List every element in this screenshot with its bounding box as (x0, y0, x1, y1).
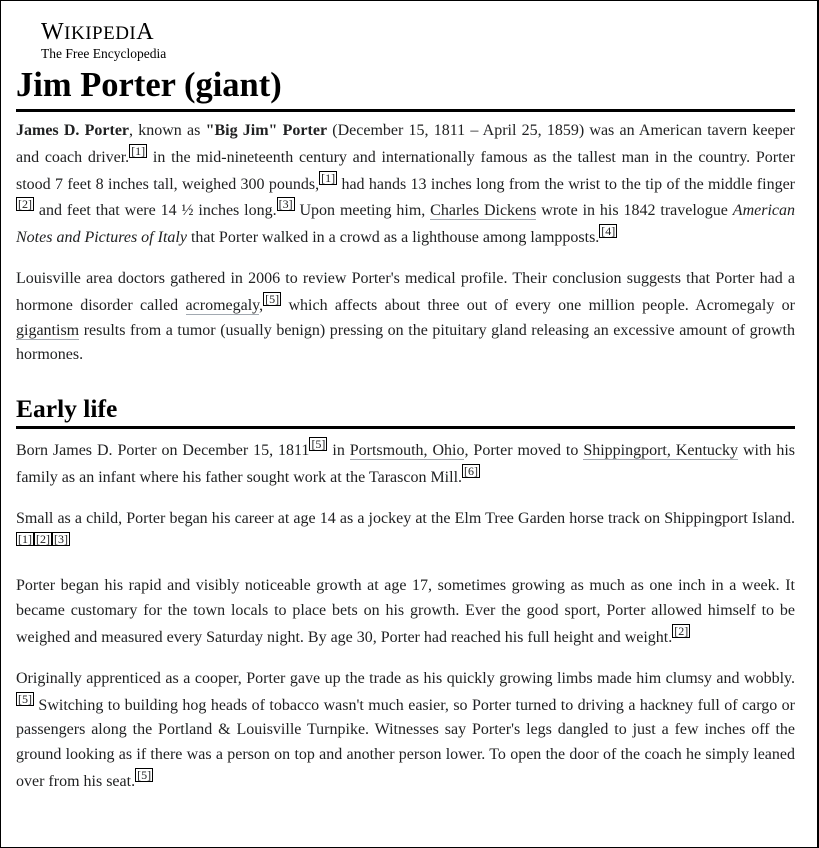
bold-nickname: "Big Jim" Porter (205, 122, 328, 139)
book-title: American Notes and Pictures of Italy (16, 202, 795, 247)
page-title: Jim Porter (giant) (16, 64, 795, 112)
citation-link[interactable]: [1] (131, 143, 146, 158)
citation-link[interactable]: [5] (265, 291, 280, 306)
early-life-paragraph-2: Small as a child, Porter began his career at age 14 as a jockey at the Elm Tree Garden horse track on Shippingport Island.[1] [2] [3] (16, 509, 795, 546)
link-acromegaly[interactable]: acromegaly (185, 296, 260, 314)
wikipedia-logo[interactable] (41, 20, 166, 61)
intro-paragraph-2: Louisville area doctors gathered in 2006 to review Porter's medical profile. Their conclusion suggests that Porter had a hormone disorder called acromegaly, [5] which affects about three out of every one million people. Acromegaly or gigantism results from a tumor (usually benign) pressing on the pituitary gland releasing an excessive amount of growth hormones. (16, 269, 795, 364)
citation-link[interactable]: [6] (464, 463, 479, 478)
logo-wordmark: WIKIPEDIA (41, 19, 155, 45)
logo-tagline: The Free Encyclopedia (41, 46, 167, 61)
citation-link[interactable]: [5] (137, 767, 152, 782)
citation-link[interactable]: [4] (601, 224, 616, 239)
citation-link[interactable]: [2] (36, 531, 50, 546)
citation-link[interactable]: [2] (674, 623, 689, 638)
citation-link[interactable]: [1] (321, 170, 336, 185)
citation-link[interactable]: [3] (54, 531, 68, 546)
article-body (16, 119, 795, 811)
bold-name: James D. Porter (16, 122, 130, 139)
citation-link[interactable]: [5] (311, 437, 326, 452)
link-shippingport-kentucky[interactable]: Shippingport, Kentucky (583, 442, 739, 460)
early-life-paragraph-1: Born James D. Porter on December 15, 1811 [5] in Portsmouth, Ohio, Porter moved to Shippingport, Kentucky with his family as an infant where his father sought work at the Tarascon Mill. [6] (16, 437, 795, 486)
citation-link[interactable]: [1] (18, 531, 32, 546)
link-gigantism[interactable]: gigantism (16, 321, 80, 339)
early-life-paragraph-4: Originally apprenticed as a cooper, Porter gave up the trade as his quickly growing limbs made him clumsy and wobbly.[5] Switching to building hog heads of tobacco wasn't much easier, so Porter turned to driving a hackney full of cargo or passengers along the Portland & Louisville Turnpike. Witnesses say Porter's legs dangled to just a few inches off the ground looking as if there was a person on top and another person lower. To open the door of the coach he simply leaned over from his seat. [5] (16, 669, 795, 790)
link-portsmouth-ohio[interactable]: Portsmouth, Ohio (349, 442, 465, 460)
citation-link[interactable]: [3] (278, 197, 293, 212)
citation-link[interactable]: [5] (18, 691, 32, 706)
section-heading-early-life: Early life (16, 392, 795, 429)
early-life-paragraph-3: Porter began his rapid and visibly noticeable growth at age 17, sometimes growing as much as one inch in a week. It became customary for the town locals to place bets on his growth. Ever the good sport, Porter allowed himself to be weighed and measured every Saturday night. By age 30, Porter had reached his full height and weight. [2] (16, 577, 795, 646)
citation-link[interactable]: [2] (18, 197, 32, 212)
link-charles-dickens[interactable]: Charles Dickens (430, 202, 537, 220)
intro-paragraph-1: James D. Porter, known as "Big Jim" Porter (December 15, 1811 – April 25, 1859) was an American tavern keeper and coach driver. [1] in the mid-nineteenth century and internationally famous as the tallest man in the country. Porter stood 7 feet 8 inches tall, weighed 300 pounds, [1] had hands 13 inches long from the wrist to the tip of the middle finger[2] and feet that were 14 ½ inches long. [3] Upon meeting him, Charles Dickens wrote in his 1842 travelogue American Notes and Pictures of Italy that Porter walked in a crowd as a lighthouse among lampposts. [4] (16, 122, 796, 247)
